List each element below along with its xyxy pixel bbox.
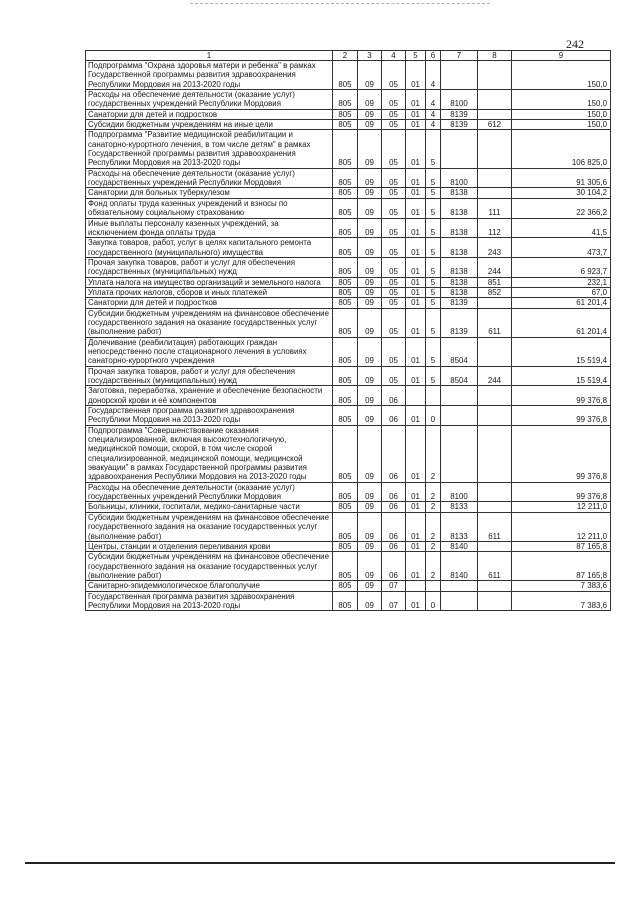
row-code-5: 01 — [406, 308, 426, 337]
table-row — [86, 581, 611, 591]
row-code-3: 09 — [358, 218, 382, 238]
row-code-5: 01 — [406, 257, 426, 277]
row-code-7: 8138 — [441, 188, 478, 198]
row-code-4: 06 — [382, 482, 406, 502]
row-code-8 — [478, 90, 512, 110]
row-code-8 — [478, 425, 512, 482]
row-code-5: 01 — [406, 425, 426, 482]
row-code-2: 805 — [333, 61, 358, 90]
row-code-8 — [478, 337, 512, 366]
row-code-3: 09 — [358, 287, 382, 297]
row-amount: 41,5 — [512, 218, 611, 238]
row-code-8 — [478, 591, 512, 611]
table-row — [86, 502, 611, 512]
page-number: 242 — [566, 37, 584, 51]
row-code-3: 09 — [358, 512, 382, 541]
row-code-6: 5 — [426, 298, 441, 308]
row-code-7 — [441, 61, 478, 90]
table-row — [86, 482, 611, 502]
row-code-2: 805 — [333, 552, 358, 581]
row-code-4: 05 — [382, 188, 406, 198]
row-code-8 — [478, 298, 512, 308]
row-code-5: 01 — [406, 502, 426, 512]
row-code-4: 05 — [382, 120, 406, 130]
row-amount: 106 825,0 — [512, 130, 611, 168]
row-code-6: 4 — [426, 120, 441, 130]
row-amount: 99 376,8 — [512, 386, 611, 406]
row-code-5: 01 — [406, 109, 426, 119]
row-code-4: 06 — [382, 512, 406, 541]
row-code-6: 5 — [426, 188, 441, 198]
row-code-4: 05 — [382, 337, 406, 366]
row-code-5: 01 — [406, 238, 426, 258]
row-code-5 — [406, 386, 426, 406]
row-amount: 7 383,6 — [512, 581, 611, 591]
row-code-3: 09 — [358, 406, 382, 426]
row-code-4: 06 — [382, 386, 406, 406]
row-code-6: 5 — [426, 257, 441, 277]
row-code-3: 09 — [358, 90, 382, 110]
row-amount: 61 201,4 — [512, 298, 611, 308]
row-amount: 67,0 — [512, 287, 611, 297]
row-code-4: 05 — [382, 130, 406, 168]
row-amount: 99 376,8 — [512, 482, 611, 502]
row-code-4: 05 — [382, 238, 406, 258]
row-code-2: 805 — [333, 502, 358, 512]
row-code-3: 09 — [358, 257, 382, 277]
row-code-8 — [478, 541, 512, 551]
row-code-7: 8138 — [441, 257, 478, 277]
row-code-3: 09 — [358, 552, 382, 581]
row-code-8 — [478, 482, 512, 502]
row-code-7: 8139 — [441, 308, 478, 337]
row-description: Закупка товаров, работ, услуг в целях капитального ремонта государственного (муниципального) имущества — [86, 238, 333, 258]
budget-table-container — [85, 50, 610, 611]
row-code-6: 5 — [426, 198, 441, 218]
table-row — [86, 120, 611, 130]
row-description: Государственная программа развития здравоохранения Республики Мордовия на 2013-2020 годы — [86, 406, 333, 426]
row-description: Расходы на обеспечение деятельности (оказание услуг) государственных учреждений Республики Мордовия — [86, 482, 333, 502]
row-code-5: 01 — [406, 298, 426, 308]
row-code-8: 851 — [478, 277, 512, 287]
row-code-4: 05 — [382, 218, 406, 238]
row-description: Государственная программа развития здравоохранения Республики Мордовия на 2013-2020 годы — [86, 591, 333, 611]
row-code-7: 8504 — [441, 337, 478, 366]
row-code-3: 09 — [358, 188, 382, 198]
row-description: Иные выплаты персоналу казенных учреждений, за исключением фонда оплаты труда — [86, 218, 333, 238]
row-code-2: 805 — [333, 257, 358, 277]
row-code-3: 09 — [358, 425, 382, 482]
row-code-3: 09 — [358, 61, 382, 90]
row-code-8: 611 — [478, 308, 512, 337]
row-code-7 — [441, 591, 478, 611]
row-description: Санитарно-эпидемиологическое благополучие — [86, 581, 333, 591]
row-amount: 22 366,2 — [512, 198, 611, 218]
column-header-5: 5 — [406, 51, 426, 61]
row-code-4: 05 — [382, 298, 406, 308]
row-code-7: 8138 — [441, 287, 478, 297]
row-amount: 150,0 — [512, 109, 611, 119]
row-code-8: 243 — [478, 238, 512, 258]
table-row — [86, 90, 611, 110]
row-amount: 87 165,8 — [512, 552, 611, 581]
row-description: Больницы, клиники, госпитали, медико-санитарные части — [86, 502, 333, 512]
row-description: Субсидии бюджетным учреждениям на иные цели — [86, 120, 333, 130]
row-description: Санатории для детей и подростков — [86, 109, 333, 119]
row-code-8 — [478, 168, 512, 188]
row-code-4: 05 — [382, 168, 406, 188]
row-code-2: 805 — [333, 130, 358, 168]
row-code-3: 09 — [358, 298, 382, 308]
row-code-7: 8138 — [441, 198, 478, 218]
row-description: Уплата налога на имущество организаций и земельного налога — [86, 277, 333, 287]
column-header-3: 3 — [358, 51, 382, 61]
row-code-8 — [478, 581, 512, 591]
row-code-3: 09 — [358, 591, 382, 611]
header-row — [86, 51, 611, 61]
row-code-3: 09 — [358, 386, 382, 406]
row-code-2: 805 — [333, 168, 358, 188]
row-code-5: 01 — [406, 130, 426, 168]
row-code-7: 8139 — [441, 109, 478, 119]
row-code-7 — [441, 581, 478, 591]
row-code-8 — [478, 406, 512, 426]
row-code-8 — [478, 130, 512, 168]
row-code-7: 8139 — [441, 298, 478, 308]
row-amount: 91 305,6 — [512, 168, 611, 188]
row-code-3: 09 — [358, 337, 382, 366]
row-code-7 — [441, 425, 478, 482]
row-code-5: 01 — [406, 482, 426, 502]
row-code-5: 01 — [406, 198, 426, 218]
row-code-6: 5 — [426, 168, 441, 188]
row-code-2: 805 — [333, 308, 358, 337]
row-code-4: 05 — [382, 90, 406, 110]
row-code-2: 805 — [333, 482, 358, 502]
row-code-2: 805 — [333, 238, 358, 258]
row-code-5: 01 — [406, 168, 426, 188]
row-code-3: 09 — [358, 120, 382, 130]
row-code-7: 8139 — [441, 120, 478, 130]
row-amount: 15 519,4 — [512, 366, 611, 386]
row-code-4: 06 — [382, 425, 406, 482]
row-code-6: 2 — [426, 425, 441, 482]
row-code-7: 8100 — [441, 168, 478, 188]
row-code-2: 805 — [333, 512, 358, 541]
row-description: Подпрограмма "Развитие медицинской реабилитации и санаторно-курортного лечения, в том числе детям" в рамках Государственной программы развития здравоохранения Республики Мордовия на 2013-2020 годы — [86, 130, 333, 168]
row-code-3: 09 — [358, 502, 382, 512]
row-code-5: 01 — [406, 188, 426, 198]
row-code-4: 07 — [382, 591, 406, 611]
row-code-6 — [426, 581, 441, 591]
row-code-4: 06 — [382, 552, 406, 581]
row-code-5: 01 — [406, 277, 426, 287]
row-code-3: 09 — [358, 109, 382, 119]
row-code-2: 805 — [333, 277, 358, 287]
row-code-2: 805 — [333, 188, 358, 198]
row-code-8: 111 — [478, 198, 512, 218]
table-row — [86, 512, 611, 541]
row-code-7: 8140 — [441, 552, 478, 581]
row-description: Центры, станции и отделения переливания крови — [86, 541, 333, 551]
table-row — [86, 298, 611, 308]
row-code-2: 805 — [333, 337, 358, 366]
row-amount: 232,1 — [512, 277, 611, 287]
row-code-2: 805 — [333, 198, 358, 218]
row-code-5: 01 — [406, 90, 426, 110]
row-code-5 — [406, 581, 426, 591]
row-description: Санатории для детей и подростков — [86, 298, 333, 308]
row-code-2: 805 — [333, 386, 358, 406]
row-code-8 — [478, 502, 512, 512]
row-code-4: 05 — [382, 277, 406, 287]
row-code-2: 805 — [333, 287, 358, 297]
row-description: Субсидии бюджетным учреждениям на финансовое обеспечение государственного задания на оказание государственных услуг (выполнение работ) — [86, 552, 333, 581]
row-code-7: 8100 — [441, 482, 478, 502]
row-code-4: 05 — [382, 366, 406, 386]
row-code-3: 09 — [358, 308, 382, 337]
scan-artifact-line — [190, 3, 490, 5]
table-row — [86, 188, 611, 198]
row-code-2: 805 — [333, 109, 358, 119]
row-code-8 — [478, 386, 512, 406]
row-code-4: 06 — [382, 406, 406, 426]
row-code-5: 01 — [406, 552, 426, 581]
row-description: Заготовка, переработка, хранение и обеспечение безопасности донорской крови и её компонентов — [86, 386, 333, 406]
row-code-7 — [441, 386, 478, 406]
row-amount: 6 923,7 — [512, 257, 611, 277]
table-row — [86, 386, 611, 406]
row-amount: 15 519,4 — [512, 337, 611, 366]
row-code-2: 805 — [333, 90, 358, 110]
row-description: Подпрограмма "Совершенствование оказания специализированной, включая высокотехнологичную, медицинской помощи, скорой, в том числе скорой специализированной, медицинской помощи, медицинской эвакуации" в рамках Государственной программы развития здравоохранения Республики Мордовия на 2013-2020 годы — [86, 425, 333, 482]
row-code-8: 244 — [478, 257, 512, 277]
row-amount: 12 211,0 — [512, 502, 611, 512]
row-amount: 99 376,8 — [512, 425, 611, 482]
row-amount: 61 201,4 — [512, 308, 611, 337]
row-code-6: 5 — [426, 308, 441, 337]
row-code-6: 0 — [426, 406, 441, 426]
row-code-8: 612 — [478, 120, 512, 130]
row-code-7: 8133 — [441, 502, 478, 512]
row-code-5: 01 — [406, 591, 426, 611]
table-row — [86, 61, 611, 90]
table-row — [86, 257, 611, 277]
table-row — [86, 552, 611, 581]
row-description: Прочая закупка товаров, работ и услуг для обеспечения государственных (муниципальных) нужд — [86, 366, 333, 386]
row-code-2: 805 — [333, 298, 358, 308]
row-code-6: 2 — [426, 502, 441, 512]
row-code-4: 06 — [382, 541, 406, 551]
row-code-4: 05 — [382, 257, 406, 277]
row-code-5: 01 — [406, 120, 426, 130]
row-code-8 — [478, 61, 512, 90]
row-description: Фонд оплаты труда казенных учреждений и взносы по обязательному социальному страхованию — [86, 198, 333, 218]
row-description: Санатории для больных туберкулезом — [86, 188, 333, 198]
row-code-7: 8133 — [441, 512, 478, 541]
row-code-5: 01 — [406, 406, 426, 426]
row-code-6: 2 — [426, 552, 441, 581]
row-amount: 150,0 — [512, 120, 611, 130]
row-code-5: 01 — [406, 287, 426, 297]
table-row — [86, 337, 611, 366]
row-description: Прочая закупка товаров, работ и услуг для обеспечения государственных (муниципальных) нужд — [86, 257, 333, 277]
row-code-6: 5 — [426, 277, 441, 287]
row-code-2: 805 — [333, 425, 358, 482]
row-code-5: 01 — [406, 512, 426, 541]
row-amount: 30 104,2 — [512, 188, 611, 198]
row-code-7: 8504 — [441, 366, 478, 386]
row-code-3: 09 — [358, 482, 382, 502]
table-row — [86, 308, 611, 337]
table-row — [86, 406, 611, 426]
row-code-3: 09 — [358, 277, 382, 287]
table-row — [86, 366, 611, 386]
column-header-2: 2 — [333, 51, 358, 61]
table-row — [86, 591, 611, 611]
row-code-4: 05 — [382, 109, 406, 119]
row-code-6: 5 — [426, 218, 441, 238]
row-code-4: 06 — [382, 502, 406, 512]
row-description: Расходы на обеспечение деятельности (оказание услуг) государственных учреждений Республики Мордовия — [86, 90, 333, 110]
row-description: Подпрограмма "Охрана здоровья матери и ребенка" в рамках Государственной программы развития здравоохранения Республики Мордовия на 2013-2020 годы — [86, 61, 333, 90]
table-row — [86, 198, 611, 218]
row-code-3: 09 — [358, 168, 382, 188]
row-code-3: 09 — [358, 130, 382, 168]
row-code-7: 8138 — [441, 218, 478, 238]
row-code-5: 01 — [406, 61, 426, 90]
row-code-6: 5 — [426, 287, 441, 297]
row-code-6: 4 — [426, 109, 441, 119]
row-code-2: 805 — [333, 406, 358, 426]
row-code-2: 805 — [333, 218, 358, 238]
budget-table — [85, 50, 611, 611]
row-code-2: 805 — [333, 366, 358, 386]
row-code-7: 8100 — [441, 90, 478, 110]
row-code-2: 805 — [333, 541, 358, 551]
row-code-2: 805 — [333, 581, 358, 591]
table-row — [86, 168, 611, 188]
row-code-4: 05 — [382, 61, 406, 90]
table-row — [86, 287, 611, 297]
row-code-4: 07 — [382, 581, 406, 591]
table-row — [86, 109, 611, 119]
row-code-4: 05 — [382, 308, 406, 337]
row-code-6: 4 — [426, 61, 441, 90]
row-code-6: 2 — [426, 541, 441, 551]
row-code-6 — [426, 386, 441, 406]
column-header-6: 6 — [426, 51, 441, 61]
row-code-3: 09 — [358, 541, 382, 551]
row-code-6: 5 — [426, 337, 441, 366]
row-code-6: 2 — [426, 512, 441, 541]
row-code-8: 244 — [478, 366, 512, 386]
row-amount: 150,0 — [512, 90, 611, 110]
row-amount: 7 383,6 — [512, 591, 611, 611]
row-description: Субсидии бюджетным учреждениям на финансовое обеспечение государственного задания на оказание государственных услуг (выполнение работ) — [86, 308, 333, 337]
row-code-7 — [441, 130, 478, 168]
column-header-8: 8 — [478, 51, 512, 61]
row-amount: 87 165,8 — [512, 541, 611, 551]
row-code-6: 0 — [426, 591, 441, 611]
table-row — [86, 130, 611, 168]
column-header-1: 1 — [86, 51, 333, 61]
row-amount: 150,0 — [512, 61, 611, 90]
column-header-4: 4 — [382, 51, 406, 61]
table-row — [86, 238, 611, 258]
row-code-6: 5 — [426, 130, 441, 168]
row-description: Долечивание (реабилитация) работающих граждан непосредственно после стационарного лечения в условиях санаторно-курортного учреждения — [86, 337, 333, 366]
row-code-6: 4 — [426, 90, 441, 110]
bottom-rule — [25, 862, 615, 864]
row-code-7: 8138 — [441, 238, 478, 258]
row-code-3: 09 — [358, 366, 382, 386]
row-code-8: 611 — [478, 512, 512, 541]
row-code-5: 01 — [406, 366, 426, 386]
table-body — [86, 61, 611, 611]
row-code-4: 05 — [382, 198, 406, 218]
table-row — [86, 218, 611, 238]
row-code-7: 8140 — [441, 541, 478, 551]
row-amount: 473,7 — [512, 238, 611, 258]
row-amount: 99 376,8 — [512, 406, 611, 426]
row-code-2: 805 — [333, 591, 358, 611]
row-description: Субсидии бюджетным учреждениям на финансовое обеспечение государственного задания на оказание государственных услуг (выполнение работ) — [86, 512, 333, 541]
row-code-7 — [441, 406, 478, 426]
row-description: Расходы на обеспечение деятельности (оказание услуг) государственных учреждений Республики Мордовия — [86, 168, 333, 188]
row-code-3: 09 — [358, 581, 382, 591]
row-code-3: 09 — [358, 238, 382, 258]
row-code-6: 5 — [426, 238, 441, 258]
table-row — [86, 425, 611, 482]
row-code-8 — [478, 109, 512, 119]
row-code-5: 01 — [406, 541, 426, 551]
table-row — [86, 541, 611, 551]
row-code-6: 5 — [426, 366, 441, 386]
column-header-7: 7 — [441, 51, 478, 61]
row-code-7: 8138 — [441, 277, 478, 287]
row-code-5: 01 — [406, 337, 426, 366]
column-header-9: 9 — [512, 51, 611, 61]
table-row — [86, 277, 611, 287]
row-code-8: 112 — [478, 218, 512, 238]
row-code-2: 805 — [333, 120, 358, 130]
row-code-6: 2 — [426, 482, 441, 502]
row-code-8: 852 — [478, 287, 512, 297]
row-code-4: 05 — [382, 287, 406, 297]
row-description: Уплата прочих налогов, сборов и иных платежей — [86, 287, 333, 297]
row-code-8: 611 — [478, 552, 512, 581]
row-code-3: 09 — [358, 198, 382, 218]
row-amount: 12 211,0 — [512, 512, 611, 541]
row-code-5: 01 — [406, 218, 426, 238]
row-code-8 — [478, 188, 512, 198]
